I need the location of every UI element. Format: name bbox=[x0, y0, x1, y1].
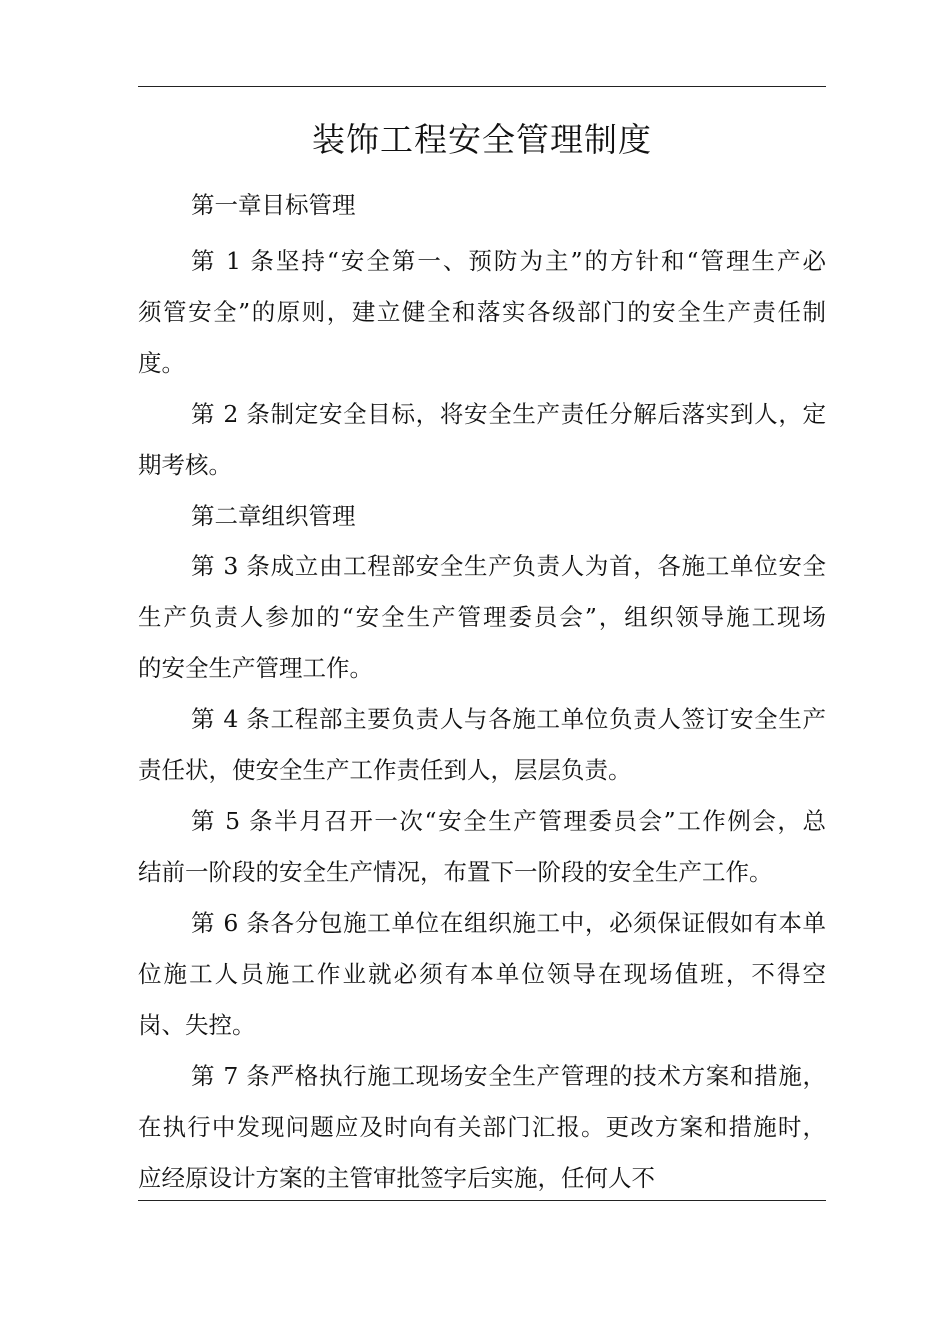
paragraph-line: 第 6 条各分包施工单位在组织施工中，必须保证假如有本单 bbox=[191, 909, 826, 937]
document-title: 装饰工程安全管理制度 bbox=[312, 120, 652, 159]
footer-rule bbox=[138, 1200, 826, 1201]
paragraph-line: 第 4 条工程部主要负责人与各施工单位负责人签订安全生产 bbox=[191, 705, 826, 733]
paragraph-line: 岗、失控。 bbox=[138, 1011, 256, 1039]
chapter-heading: 第一章目标管理 bbox=[191, 191, 356, 219]
paragraph-line: 第 2 条制定安全目标，将安全生产责任分解后落实到人，定 bbox=[191, 400, 826, 428]
paragraph-line: 度。 bbox=[138, 349, 185, 377]
paragraph-line: 第 3 条成立由工程部安全生产负责人为首，各施工单位安全 bbox=[191, 552, 826, 580]
paragraph-line: 第 1 条坚持“安全第一、预防为主”的方针和“管理生产必 bbox=[191, 247, 826, 275]
chapter-heading: 第二章组织管理 bbox=[191, 502, 356, 530]
paragraph-line: 应经原设计方案的主管审批签字后实施，任何人不 bbox=[138, 1164, 655, 1192]
paragraph-line: 生产负责人参加的“安全生产管理委员会”，组织领导施工现场 bbox=[138, 603, 826, 631]
paragraph-line: 须管安全”的原则，建立健全和落实各级部门的安全生产责任制 bbox=[138, 298, 826, 326]
paragraph-line: 责任状，使安全生产工作责任到人，层层负责。 bbox=[138, 756, 632, 784]
paragraph-line: 结前一阶段的安全生产情况，布置下一阶段的安全生产工作。 bbox=[138, 858, 773, 886]
paragraph-line: 第 5 条半月召开一次“安全生产管理委员会”工作例会，总 bbox=[191, 807, 826, 835]
header-rule bbox=[138, 86, 826, 87]
paragraph-line: 的安全生产管理工作。 bbox=[138, 654, 373, 682]
paragraph-line: 位施工人员施工作业就必须有本单位领导在现场值班，不得空 bbox=[138, 960, 826, 988]
document-body bbox=[138, 180, 826, 1204]
paragraph-line: 第 7 条严格执行施工现场安全生产管理的技术方案和措施， bbox=[191, 1062, 826, 1090]
paragraph-line: 期考核。 bbox=[138, 451, 232, 479]
paragraph-line: 在执行中发现问题应及时向有关部门汇报。更改方案和措施时， bbox=[138, 1113, 826, 1141]
